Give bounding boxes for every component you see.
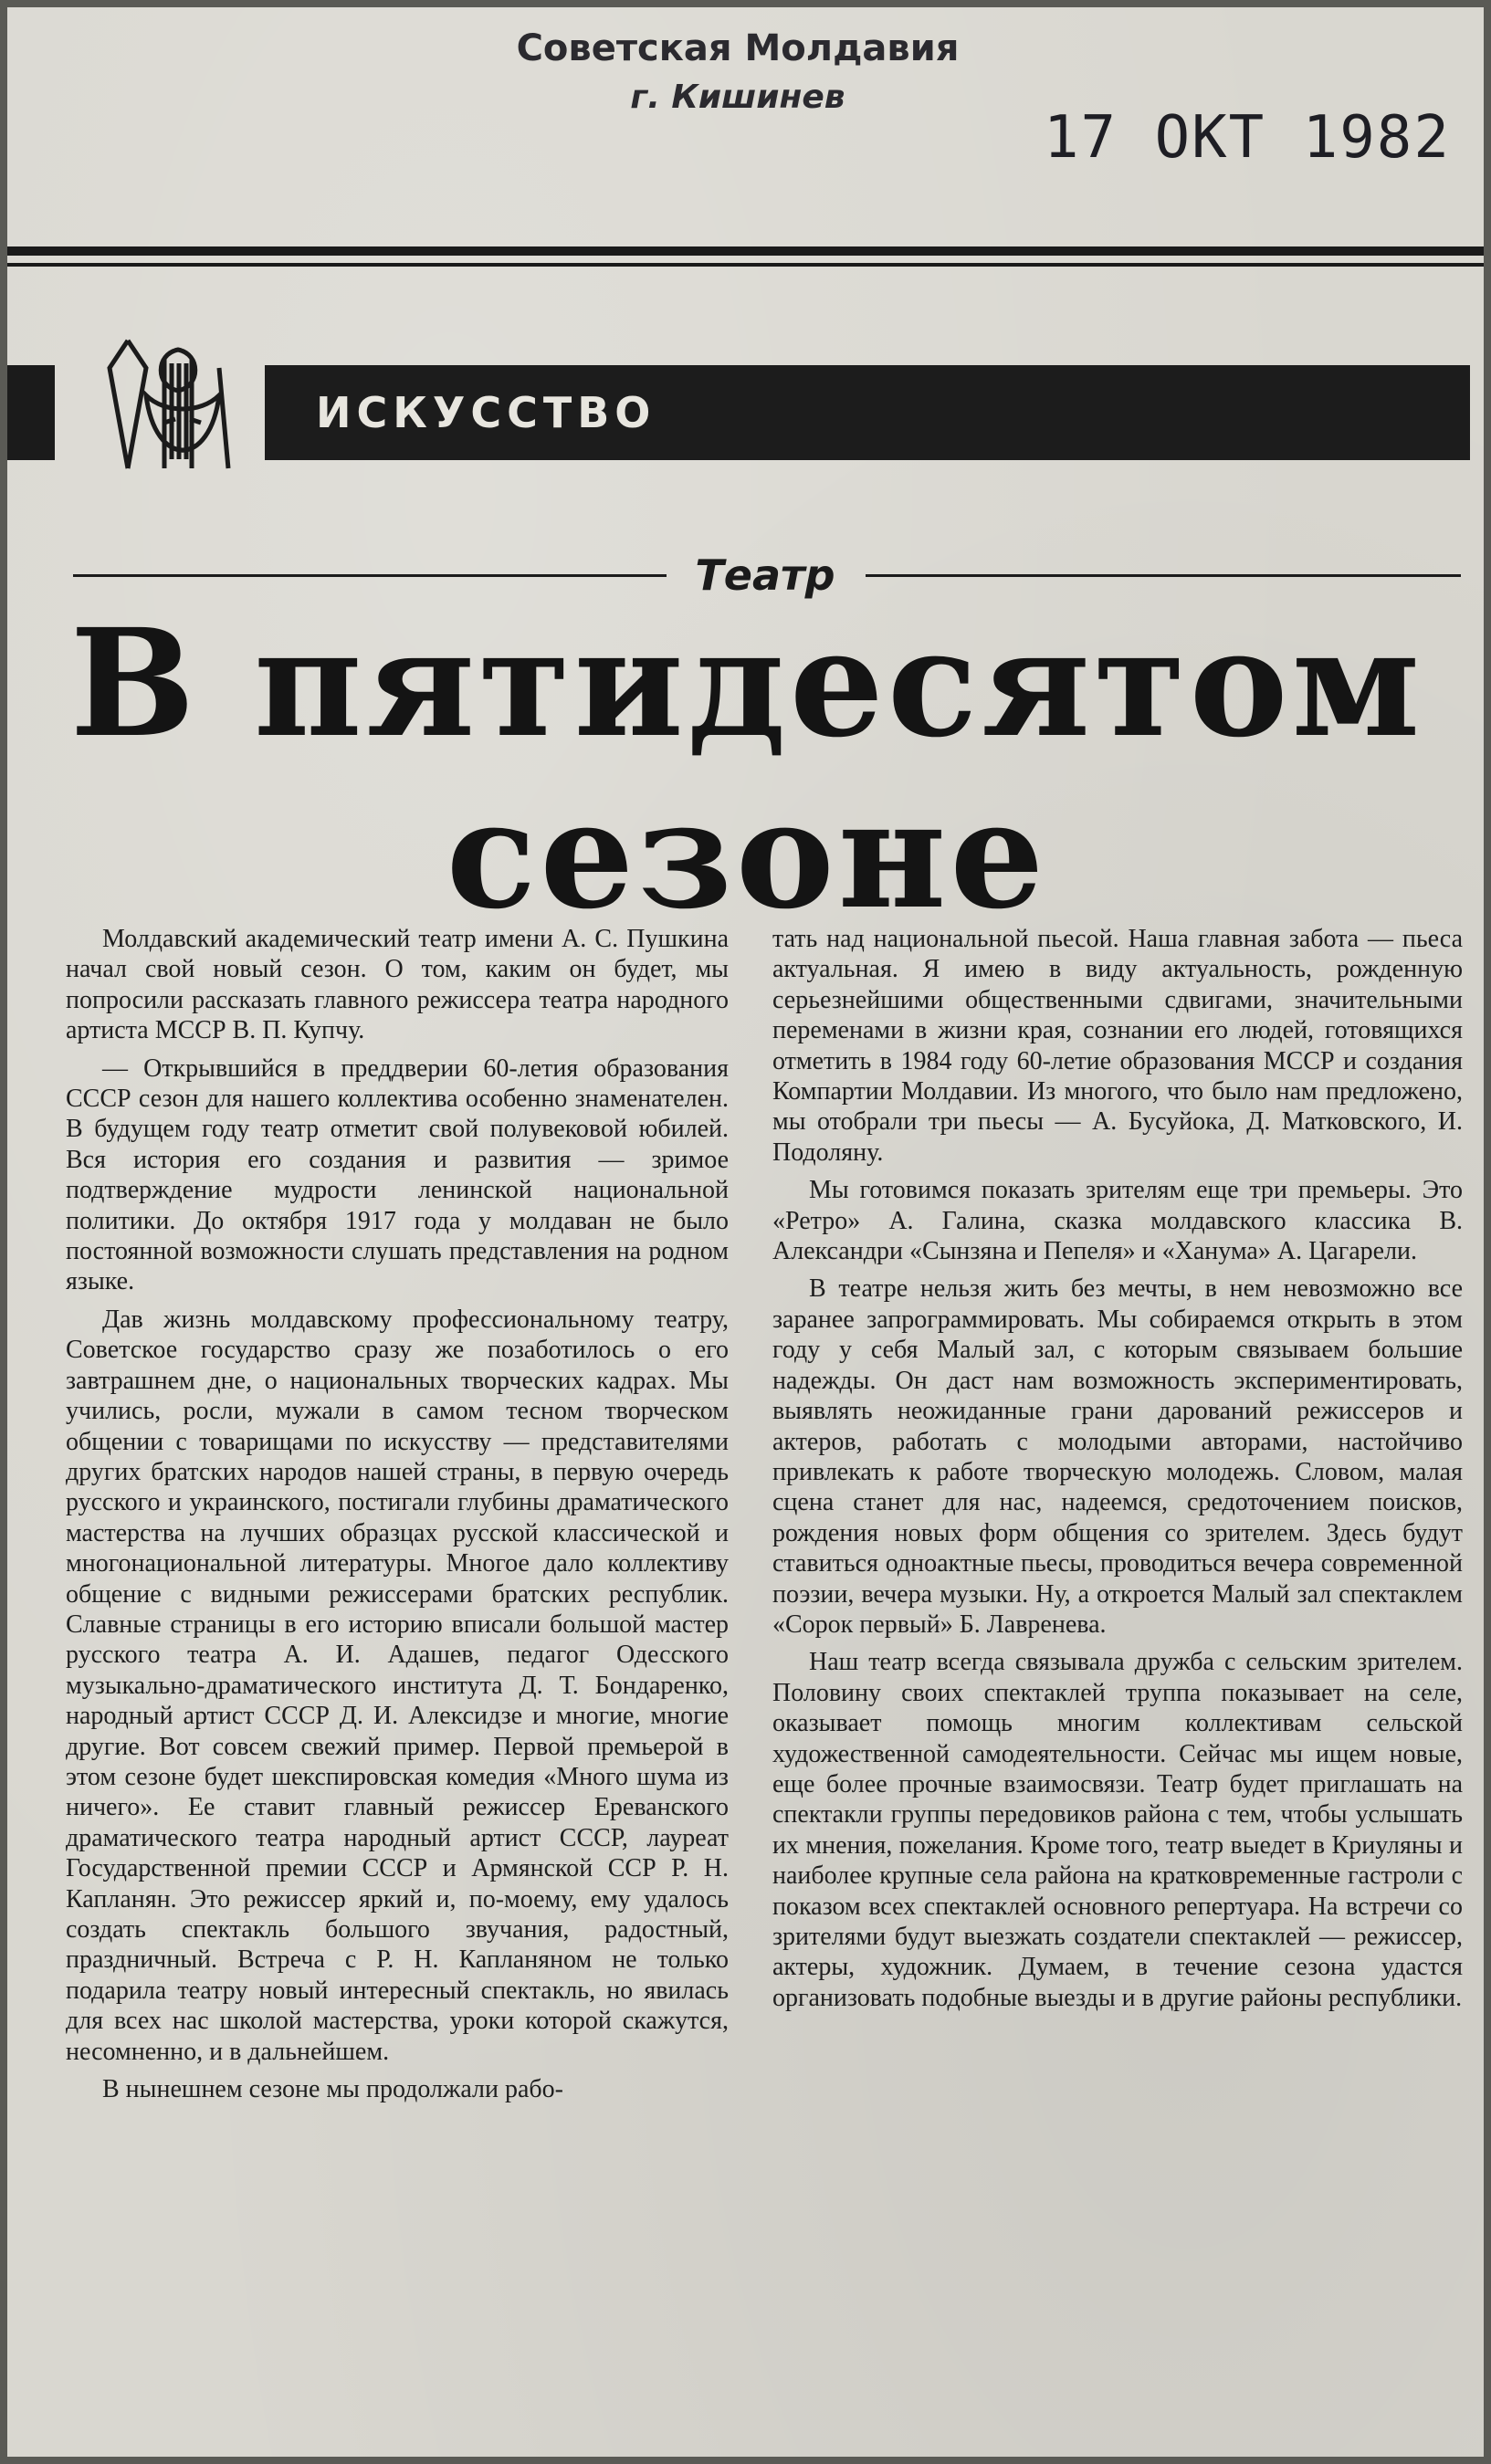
source-stamp: Советская Молдавия (516, 27, 960, 69)
article-paragraph: В театре нельзя жить без мечты, в нем невозможно все заранее запрограммировать. Мы собираемся открыть в этом году у себя Малый зал, с которым связываем большие надежды. Он даст нам возможность экспериментировать, выявлять неожиданные грани дарований режиссеров и актеров, работать с молодыми авторами, настойчиво привлекать к работе творческую молодежь. Словом, малая сцена станет для нас, надеемся, средоточением поисков, рождения новых форм общения со зрителем. Здесь будут ставиться одноактные пьесы, проводиться вечера современной поэзии, вечера музыки. Ну, а откроется Малый зал спектаклем «Сорок первый» Б. Лавренева. (772, 1274, 1463, 1639)
headline-line-2: сезоне (446, 769, 1048, 942)
article-paragraph: Молдавский академический театр имени А. С. Пушкина начал свой новый сезон. О том, каким он будет, мы попросили рассказать главного режиссера театра народного артиста МССР В. П. Купчу. (66, 925, 729, 1045)
article-column-left (66, 924, 729, 2112)
article-paragraph: В нынешнем сезоне мы продолжали рабо- (102, 2075, 563, 2104)
article-paragraph: Дав жизнь молдавскому профессиональному театру, Советское государство сразу же позаботилось о его завтрашнем дне, о национальных творческих кадрах. Мы учились, росли, мужали в самом тесном творческом общении с товарищами по искусству — представителями других братских народов нашей страны, в первую очередь русского и украинского, постигали глубины драматического мастерства на лучших образцах русской классической и многонациональной литературы. Многое дало коллективу общение с видными режиссерами братских республик. Славные страницы в его историю вписали большой мастер русского театра А. И. Адашев, педагог Одесского музыкально-драматического института Д. Т. Бондаренко, народный артист СССР Д. И. Алексидзе и многие, многие другие. Вот совсем свежий пример. Первой премьерой в этом сезоне будет шекспировская комедия «Много шума из ничего». Ее ставит главный режиссер Ереванского драматического театра народный артист СССР, лауреат Государственной премии СССР и Армянской ССР Р. Н. Капланян. Это режиссер яркий и, по-моему, ему удалось создать спектакль большого звучания, радостный, праздничный. Встреча с Р. Н. Капланяном не только подарила театру новый интересный спектакль, но явилась для всех нас школой мастерства, уроки которой скажутся, несомненно, и в дальнейшем. (66, 1305, 729, 2066)
date-stamp: 17 ОКТ 1982 (1044, 104, 1451, 172)
rubric-label: Театр (695, 550, 835, 600)
header-rule-thin (7, 263, 1484, 267)
section-label: ИСКУССТВО (316, 388, 656, 437)
city-stamp: г. Кишинев (630, 79, 845, 116)
headline-line-1: В пятидесятом (69, 597, 1424, 771)
section-banner (265, 365, 1470, 460)
rubric-rule-left (73, 574, 667, 577)
article-paragraph: Наш театр всегда связывала дружба с сельским зрителем. Половину своих спектаклей труппа показывает на селе, оказывает помощь многим коллективам сельской художественной самодеятельности. Сейчас мы ищем новые, еще более прочные взаимосвязи. Театр будет приглашать на спектакли группы передовиков района с тем, чтобы услышать их мнения, пожелания. Кроме того, театр выедет в Криуляны и наиболее крупные села района на кратковременные гастроли с показом всех спектаклей основного репертуара. На встречи со зрителями будут выезжать создатели спектаклей — режиссер, актеры, художник. Думаем, в течение сезона удастся организовать подобные выезды и в другие районы республики. (772, 1648, 1463, 2012)
article-column-right (772, 924, 1463, 2020)
section-band-left (7, 365, 55, 460)
article-paragraph: Мы готовимся показать зрителям еще три премьеры. Это «Ретро» А. Галина, сказка молдавского классика В. Александри «Сынзяна и Пепеля» и «Ханума» А. Цагарели. (772, 1176, 1463, 1266)
rubric-rule-right (866, 574, 1461, 577)
theatre-emblem-icon (91, 331, 247, 477)
article-paragraph: тать над национальной пьесой. Наша главная забота — пьеса актуальная. Я имею в виду актуальность, рожденную серьезнейшими общественными сдвигами, значительными переменами в жизни края, сознании его людей, готовящихся отметить в 1984 году 60-летие образования МССР и создания Компартии Молдавии. Из многого, что было нам предложено, мы отобрали три пьесы — А. Бусуйока, Д. Матковского, И. Подоляну. (772, 925, 1463, 1167)
newspaper-clipping (7, 7, 1484, 2457)
header-rule (7, 246, 1484, 256)
article-paragraph: — Открывшийся в преддверии 60-летия образования СССР сезон для нашего коллектива особенно знаменателен. В будущем году театр отметит свой полувековой юбилей. Вся история его создания и развития — зримое подтверждение мудрости ленинской национальной политики. До октября 1917 года у молдаван не было постоянной возможности слушать представления на родном языке. (66, 1054, 729, 1296)
